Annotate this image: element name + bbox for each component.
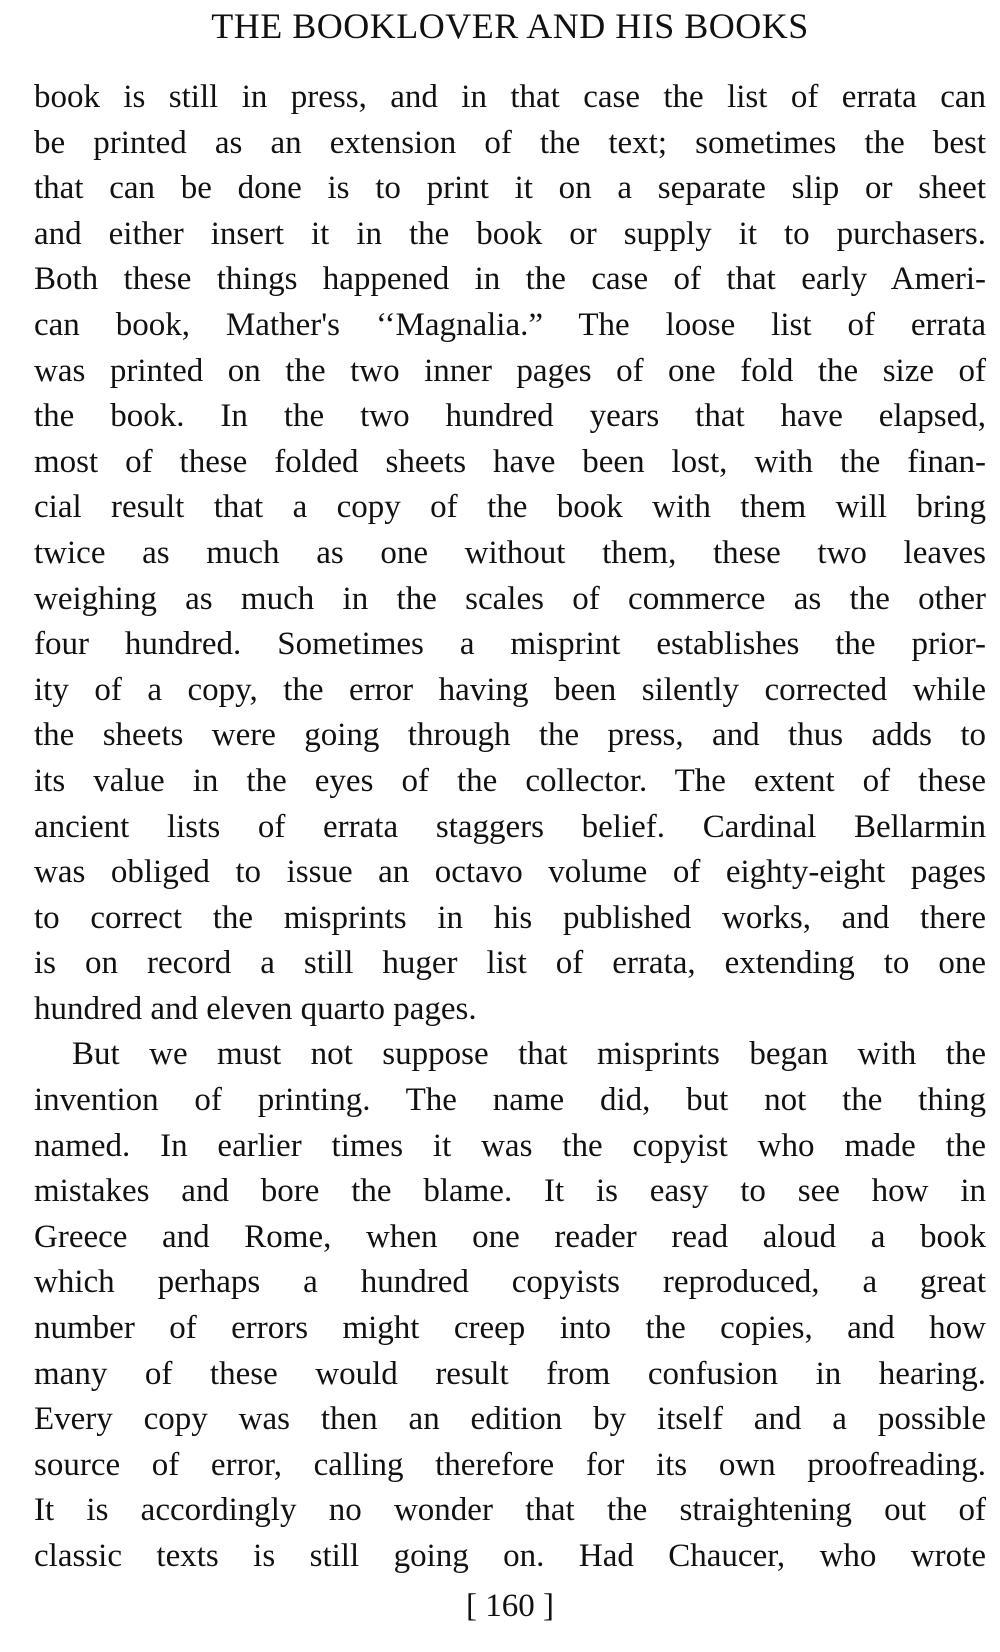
text-line: source of error, calling therefore for its own proofreading. [34,1446,986,1483]
paragraph [34,75,986,1032]
text-line: book is still in press, and in that case the list of errata can [34,79,986,115]
text-line: ity of a copy, the error having been silently corrected while [34,671,986,708]
text-line: number of errors might creep into the copies, and how [34,1310,986,1347]
text-line: is on record a still huger list of errata, extending to one [34,945,986,982]
text-line: hundred and eleven quarto pages. [34,990,477,1027]
text-line: and either insert it in the book or supply it to purchasers. [34,215,986,252]
text-line: most of these folded sheets have been lost, with the finan- [34,443,986,480]
text-line: mistakes and bore the blame. It is easy to see how in [34,1173,986,1210]
text-line: the book. In the two hundred years that have elapsed, [34,398,986,435]
text-line: that can be done is to print it on a separate slip or sheet [34,170,986,207]
page-number: [ 160 ] [466,1588,554,1624]
text-line: to correct the misprints in his published works, and there [34,899,986,936]
text-line: weighing as much in the scales of commerce as the other [34,580,986,617]
text-line: Greece and Rome, when one reader read aloud a book [34,1218,986,1255]
text-line: was printed on the two inner pages of one fold the size of [34,352,986,389]
text-line: can book, Mather's ‘‘Magnalia.” The loose list of errata [34,306,986,343]
text-line: But we must not suppose that misprints began with the [72,1036,986,1073]
text-line: be printed as an extension of the text; sometimes the best [34,124,986,161]
text-line: the sheets were going through the press, and thus adds to [34,717,986,754]
text-line: ancient lists of errata staggers belief. Cardinal Bellarmin [34,808,986,845]
text-line: many of these would result from confusion in hearing. [34,1355,986,1392]
paragraph [34,1032,986,1579]
running-head: THE BOOKLOVER AND HIS BOOKS [211,6,809,46]
text-line: Every copy was then an edition by itself and a possible [34,1401,986,1438]
body-text [34,75,986,1580]
text-line: invention of printing. The name did, but not the thing [34,1082,986,1119]
book-page [34,0,986,1652]
text-line: cial result that a copy of the book with them will bring [34,489,986,526]
text-line: named. In earlier times it was the copyist who made the [34,1127,986,1164]
text-line: classic texts is still going on. Had Chaucer, who wrote [34,1538,986,1574]
text-line: It is accordingly no wonder that the straightening out of [34,1492,986,1529]
text-line: which perhaps a hundred copyists reproduced, a great [34,1264,986,1301]
text-line: Both these things happened in the case of that early Ameri- [34,261,986,298]
text-line: its value in the eyes of the collector. The extent of these [34,762,986,799]
text-line: was obliged to issue an octavo volume of eighty-eight pages [34,854,986,891]
text-line: twice as much as one without them, these two leaves [34,534,986,571]
text-line: four hundred. Sometimes a misprint establishes the prior- [34,626,986,663]
